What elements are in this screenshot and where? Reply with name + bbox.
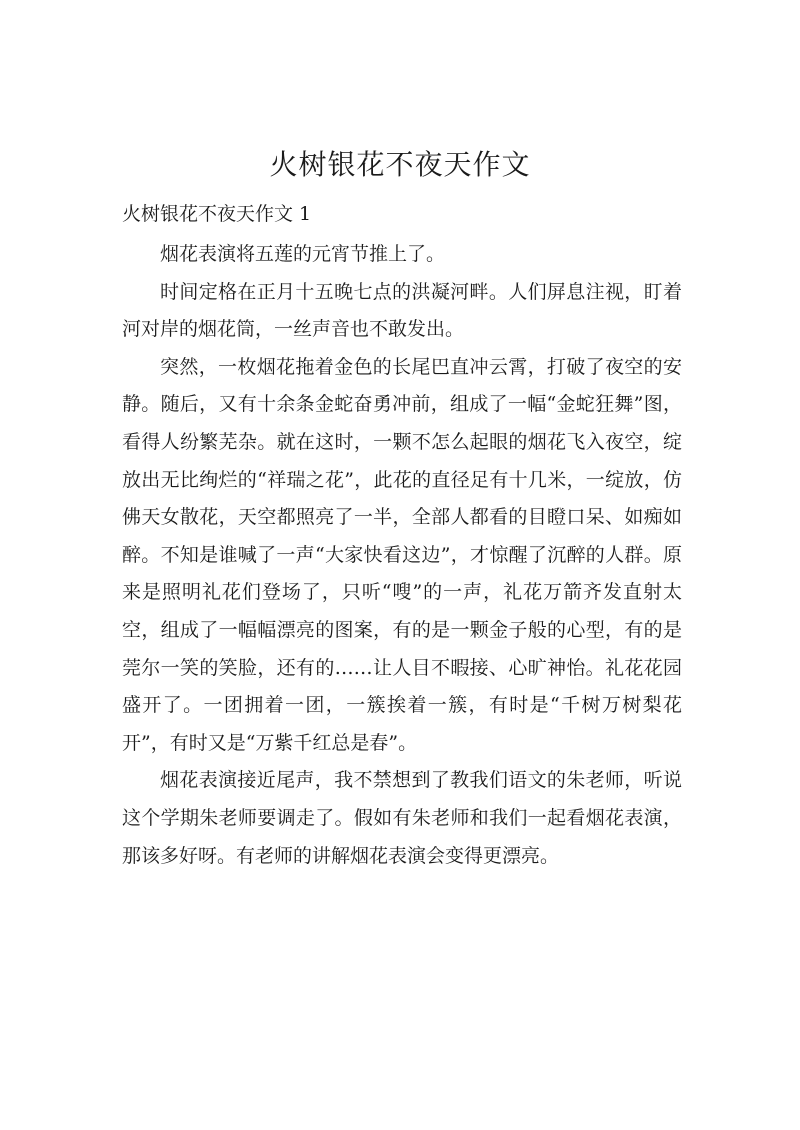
document-title: 火树银花不夜天作文 [269,147,531,181]
paragraph: 时间定格在正月十五晚七点的洪凝河畔。人们屏息注视，盯着河对岸的烟花筒，一丝声音也不敢发出。 [122,280,682,341]
document-body [122,236,682,875]
document-subtitle: 火树银花不夜天作文 1 [122,203,312,225]
paragraph: 烟花表演接近尾声，我不禁想到了教我们语文的朱老师，听说这个学期朱老师要调走了。假如有朱老师和我们一起看烟花表演，那该多好呀。有老师的讲解烟花表演会变得更漂亮。 [122,769,682,867]
paragraph: 烟花表演将五莲的元宵节推上了。 [160,243,446,265]
paragraph: 突然，一枚烟花拖着金色的长尾巴直冲云霄，打破了夜空的安静。随后，又有十余条金蛇奋勇冲前，组成了一幅“金蛇狂舞”图，看得人纷繁芜杂。就在这时，一颗不怎么起眼的烟花飞入夜空，绽放出无比绚烂的“祥瑞之花”，此花的直径足有十几米，一绽放，仿佛天女散花，天空都照亮了一半，全部人都看的目瞪口呆、如痴如醉。不知是谁喊了一声“大家快看这边”，才惊醒了沉醉的人群。原来是照明礼花们登场了，只听“嗖”的一声，礼花万箭齐发直射太空，组成了一幅幅漂亮的图案，有的是一颗金子般的心型，有的是莞尔一笑的笑脸，还有的……让人目不暇接、心旷神怡。礼花花园盛开了。一团拥着一团，一簇挨着一簇，有时是“千树万树梨花开”，有时又是“万紫千红总是春”。 [122,355,682,754]
